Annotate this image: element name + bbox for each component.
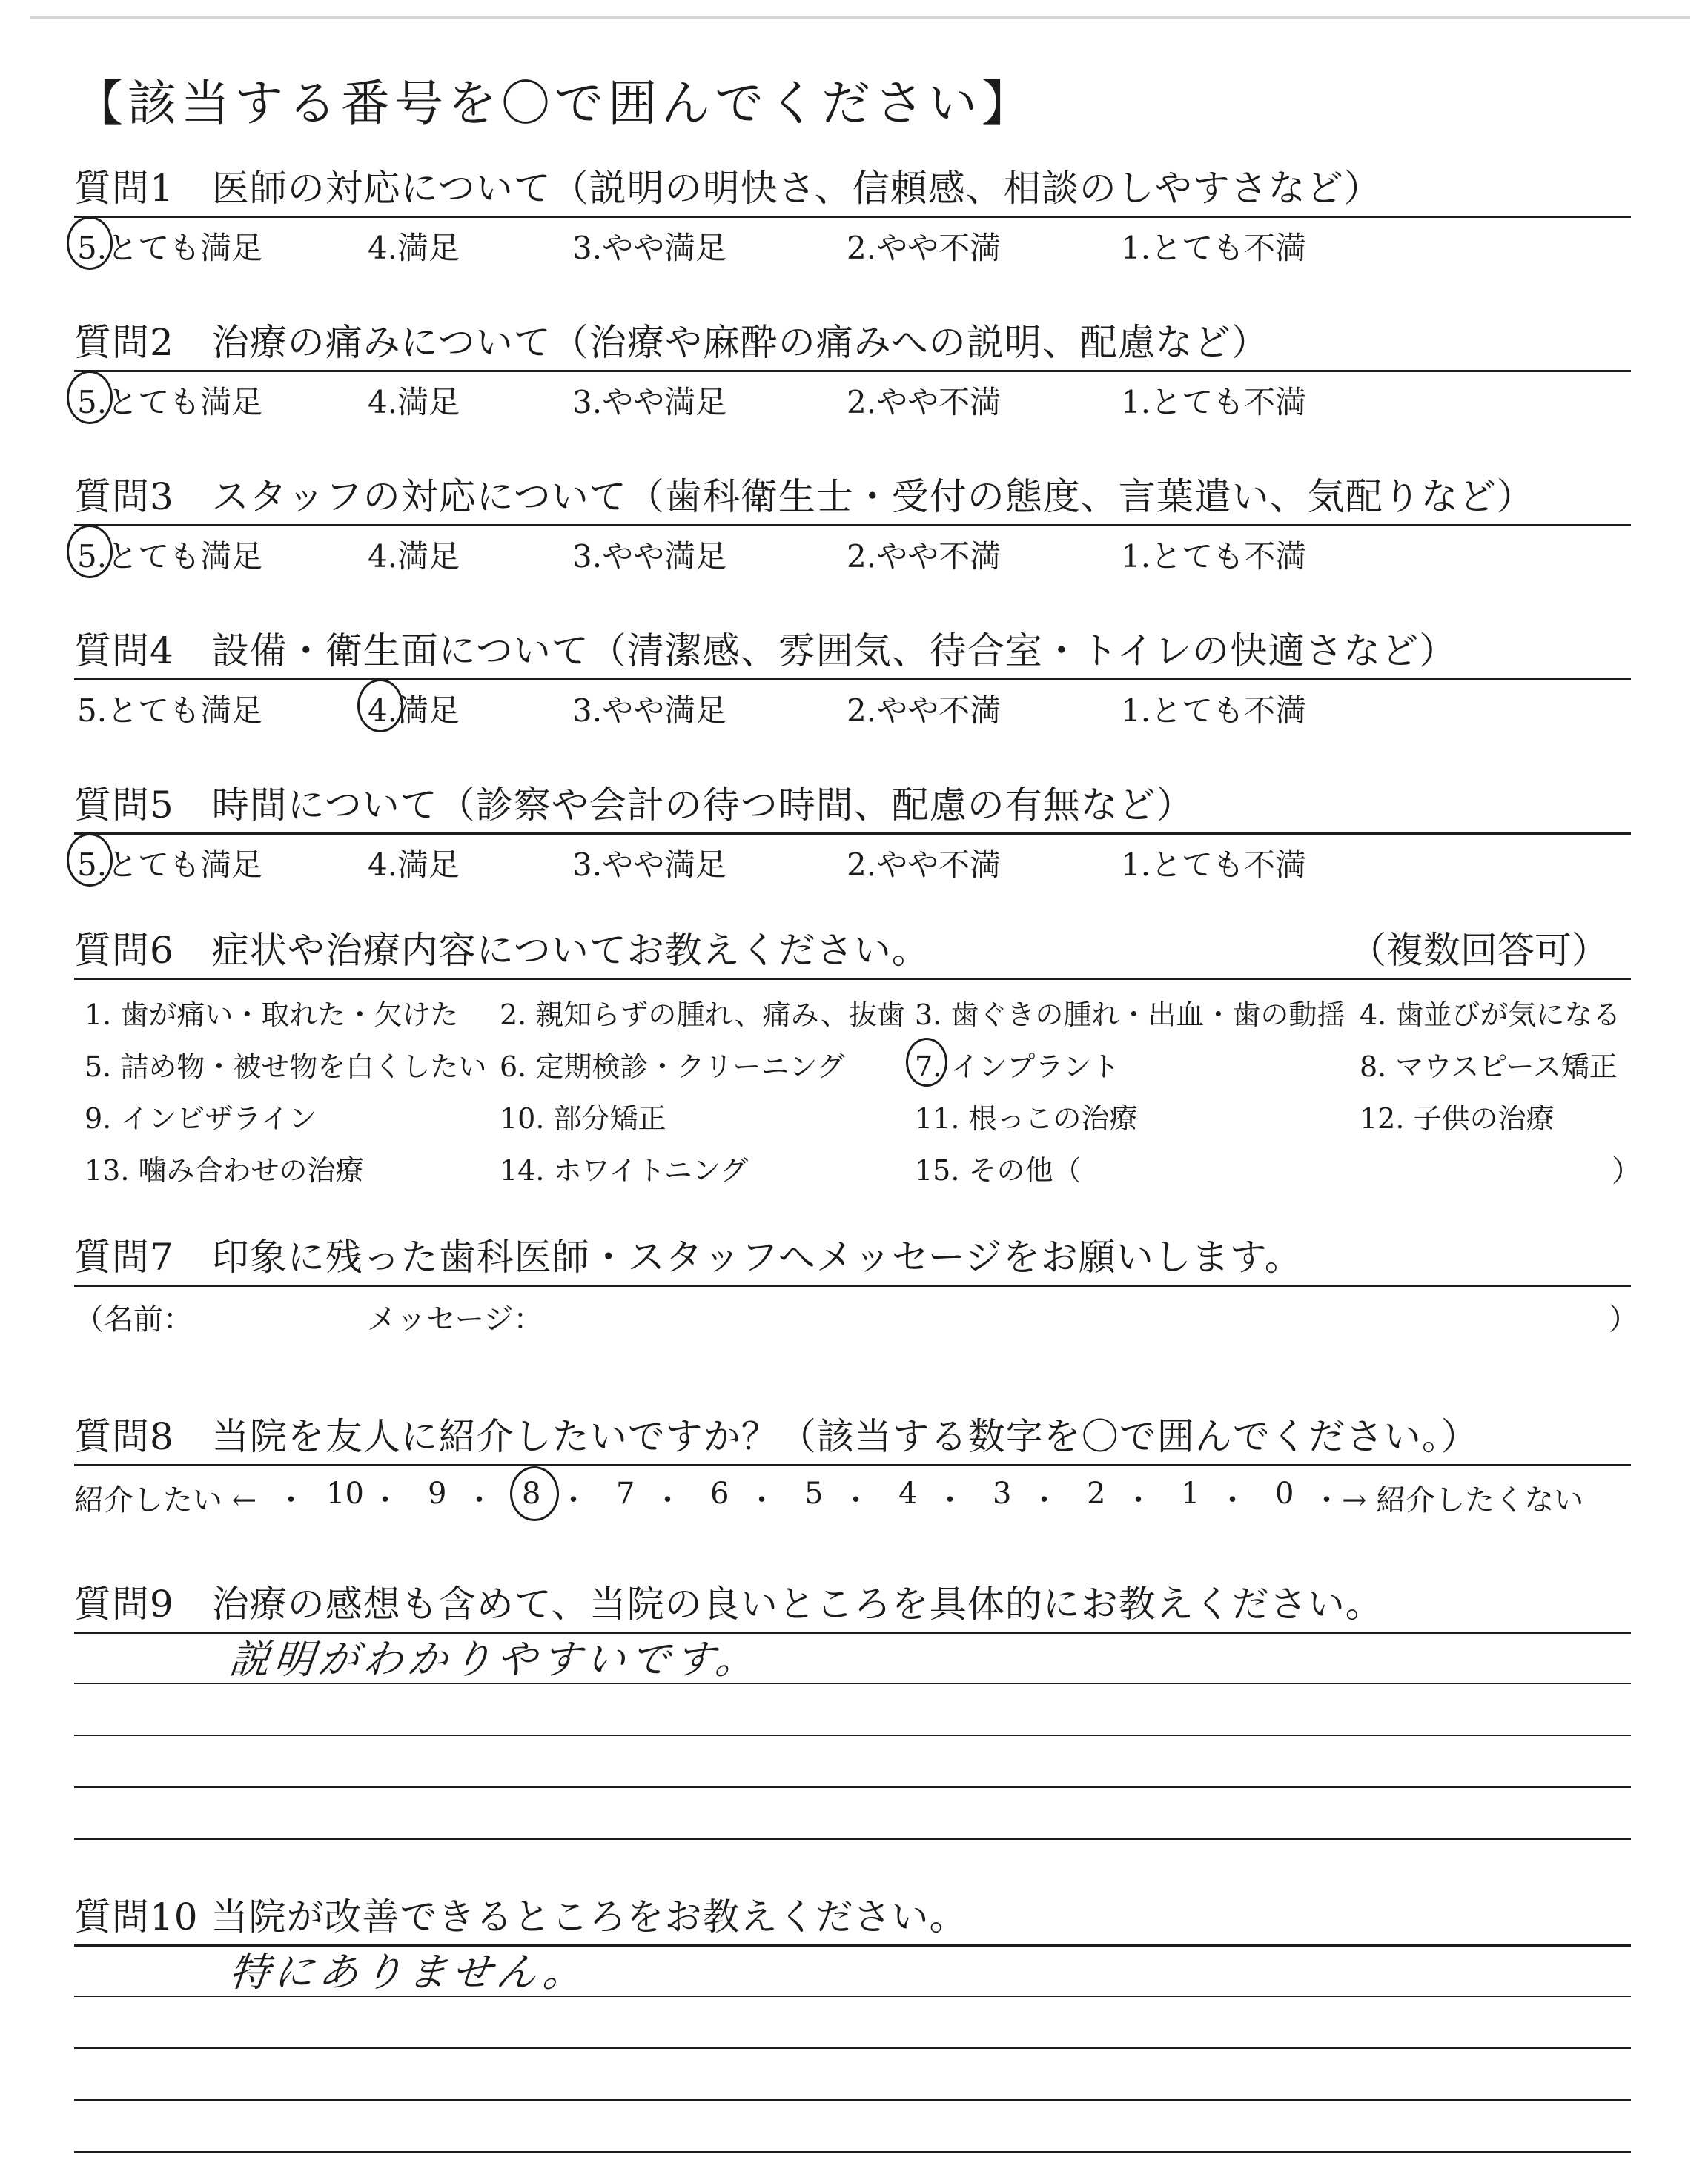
question-8 bbox=[74, 1404, 1631, 1523]
writing-line bbox=[74, 1786, 1631, 1788]
scale-value-3[interactable]: 3 bbox=[993, 1477, 1012, 1511]
question-1-title: 質問1 医師の対応について（説明の明快さ、信頼感、相談のしやすさなど） bbox=[74, 167, 1382, 210]
scale-separator: ・ bbox=[841, 1483, 871, 1517]
question-7 bbox=[74, 1225, 1638, 1339]
scale-separator: ・ bbox=[1123, 1483, 1153, 1517]
scale-separator: ・ bbox=[652, 1483, 683, 1517]
scale-separator: ・ bbox=[1311, 1483, 1342, 1517]
rating-option-2[interactable]: 2.やや不満 bbox=[847, 538, 1002, 574]
scale-separator: ・ bbox=[1029, 1483, 1059, 1517]
symptom-option-10[interactable]: 10. 部分矯正 bbox=[500, 1102, 666, 1135]
top-border bbox=[30, 16, 1690, 19]
scale-value-0[interactable]: 0 bbox=[1275, 1477, 1294, 1511]
scale-value-4[interactable]: 4 bbox=[898, 1477, 918, 1511]
other-close-paren: ） bbox=[1612, 1154, 1641, 1188]
rating-option-1[interactable]: 1.とても不満 bbox=[1121, 538, 1307, 574]
scale-value-6[interactable]: 6 bbox=[710, 1477, 729, 1511]
question-5 bbox=[74, 772, 1631, 891]
scale-separator: ・ bbox=[747, 1483, 777, 1517]
rating-option-5[interactable]: 5.とても満足 bbox=[74, 531, 265, 578]
multiple-answer-note: （複数回答可） bbox=[1349, 929, 1609, 972]
scale-right-label: → 紹介したくない bbox=[1342, 1483, 1584, 1517]
scale-separator: ・ bbox=[935, 1483, 965, 1517]
symptom-option-2[interactable]: 2. 親知らずの腫れ、痛み、抜歯 bbox=[500, 999, 905, 1031]
scale-separator: ・ bbox=[1217, 1483, 1248, 1517]
scale-value-2[interactable]: 2 bbox=[1087, 1477, 1106, 1511]
scale-value-9[interactable]: 9 bbox=[428, 1477, 447, 1511]
rating-option-4[interactable]: 4.満足 bbox=[368, 230, 460, 266]
writing-line bbox=[74, 2047, 1631, 2049]
question-10-title: 質問10 当院が改善できるところをお教えください。 bbox=[74, 1895, 967, 1938]
scale-value-1[interactable]: 1 bbox=[1181, 1477, 1200, 1511]
rating-option-5[interactable]: 5.とても満足 bbox=[74, 839, 265, 887]
scale-separator: ・ bbox=[558, 1483, 589, 1517]
rating-option-2[interactable]: 2.やや不満 bbox=[847, 384, 1002, 420]
symptom-option-11[interactable]: 11. 根っこの治療 bbox=[915, 1102, 1138, 1135]
scale-value-5[interactable]: 5 bbox=[804, 1477, 824, 1511]
question-3-title: 質問3 スタッフの対応について（歯科衛生士・受付の態度、言葉遣い、気配りなど） bbox=[74, 475, 1535, 518]
handwritten-answer-improvements: 特にありません。 bbox=[227, 1949, 591, 1996]
writing-line bbox=[74, 1996, 1631, 1997]
symptom-option-1[interactable]: 1. 歯が痛い・取れた・欠けた bbox=[85, 999, 459, 1031]
symptom-option-3[interactable]: 3. 歯ぐきの腫れ・出血・歯の動揺 bbox=[915, 999, 1345, 1031]
close-paren: ） bbox=[1609, 1302, 1638, 1337]
rating-option-4[interactable]: 4.満足 bbox=[365, 685, 463, 732]
symptom-option-15[interactable]: 15. その他（ bbox=[915, 1154, 1082, 1187]
rating-option-1[interactable]: 1.とても不満 bbox=[1121, 384, 1307, 420]
symptom-option-9[interactable]: 9. インビザライン bbox=[85, 1102, 317, 1135]
rating-option-5[interactable]: 5.とても満足 bbox=[74, 222, 265, 270]
symptom-option-7[interactable]: 7. インプラント bbox=[912, 1042, 1122, 1086]
writing-line bbox=[74, 2099, 1631, 2101]
rating-option-3[interactable]: 3.やや満足 bbox=[572, 692, 727, 729]
question-6 bbox=[74, 918, 1641, 1211]
scale-value-10[interactable]: 10 bbox=[326, 1477, 364, 1511]
symptom-option-4[interactable]: 4. 歯並びが気になる bbox=[1360, 999, 1621, 1031]
question-8-title: 質問8 当院を友人に紹介したいですか？（該当する数字を〇で囲んでください。） bbox=[74, 1415, 1479, 1458]
question-4-title: 質問4 設備・衛生面について（清潔感、雰囲気、待合室・トイレの快適さなど） bbox=[74, 629, 1457, 672]
scale-value-7[interactable]: 7 bbox=[616, 1477, 635, 1511]
writing-line bbox=[74, 2151, 1631, 2153]
symptom-option-14[interactable]: 14. ホワイトニング bbox=[500, 1154, 749, 1187]
rating-option-4[interactable]: 4.満足 bbox=[368, 538, 460, 574]
writing-line bbox=[74, 1838, 1631, 1840]
scale-value-8[interactable]: 8 bbox=[522, 1477, 541, 1511]
rating-option-2[interactable]: 2.やや不満 bbox=[847, 847, 1002, 883]
message-label: メッセージ： bbox=[367, 1302, 543, 1337]
question-9-title: 質問9 治療の感想も含めて、当院の良いところを具体的にお教えください。 bbox=[74, 1583, 1383, 1626]
recommend-scale bbox=[74, 1466, 1631, 1523]
rating-option-2[interactable]: 2.やや不満 bbox=[847, 692, 1002, 729]
rating-option-1[interactable]: 1.とても不満 bbox=[1121, 692, 1307, 729]
rating-option-3[interactable]: 3.やや満足 bbox=[572, 230, 727, 266]
rating-option-1[interactable]: 1.とても不満 bbox=[1121, 847, 1307, 883]
symptom-option-8[interactable]: 8. マウスピース矯正 bbox=[1360, 1050, 1618, 1083]
question-4 bbox=[74, 618, 1631, 737]
writing-line bbox=[74, 1735, 1631, 1736]
rating-option-4[interactable]: 4.満足 bbox=[368, 384, 460, 420]
rating-option-3[interactable]: 3.やや満足 bbox=[572, 538, 727, 574]
question-9 bbox=[74, 1572, 1631, 1930]
question-1 bbox=[74, 156, 1631, 274]
symptom-option-13[interactable]: 13. 噛み合わせの治療 bbox=[85, 1154, 364, 1187]
symptom-options bbox=[74, 980, 1641, 1211]
question-5-title: 質問5 時間について（診察や会計の待つ時間、配慮の有無など） bbox=[74, 784, 1194, 827]
question-3 bbox=[74, 464, 1631, 583]
question-7-title: 質問7 印象に残った歯科医師・スタッフへメッセージをお願いします。 bbox=[74, 1236, 1302, 1279]
scale-separator: ・ bbox=[370, 1483, 400, 1517]
symptom-option-6[interactable]: 6. 定期検診・クリーニング bbox=[500, 1050, 845, 1083]
scale-separator: ・ bbox=[276, 1483, 306, 1517]
scale-left-label: 紹介したい ← bbox=[74, 1483, 257, 1517]
question-2-title: 質問2 治療の痛みについて（治療や麻酔の痛みへの説明、配慮など） bbox=[74, 321, 1269, 364]
scale-separator: ・ bbox=[464, 1483, 494, 1517]
rating-option-5[interactable]: 5.とても満足 bbox=[77, 692, 263, 729]
rating-option-3[interactable]: 3.やや満足 bbox=[572, 384, 727, 420]
symptom-option-5[interactable]: 5. 詰め物・被せ物を白くしたい bbox=[85, 1050, 487, 1083]
question-6-title: 質問6 症状や治療内容についてお教えください。 bbox=[74, 929, 930, 972]
name-label: （名前： bbox=[74, 1302, 193, 1337]
question-2 bbox=[74, 310, 1631, 428]
writing-line bbox=[74, 1683, 1631, 1684]
rating-option-2[interactable]: 2.やや不満 bbox=[847, 230, 1002, 266]
symptom-option-12[interactable]: 12. 子供の治療 bbox=[1360, 1102, 1555, 1135]
page-title: 【該当する番号を〇で囲んでください】 bbox=[74, 75, 1035, 132]
rating-option-1[interactable]: 1.とても不満 bbox=[1121, 230, 1307, 266]
question-10 bbox=[74, 1884, 1631, 2169]
rating-option-3[interactable]: 3.やや満足 bbox=[572, 847, 727, 883]
rating-option-4[interactable]: 4.満足 bbox=[368, 847, 460, 883]
rating-option-5[interactable]: 5.とても満足 bbox=[74, 377, 265, 424]
handwritten-answer-good-points: 説明がわかりやすいです。 bbox=[227, 1636, 763, 1683]
